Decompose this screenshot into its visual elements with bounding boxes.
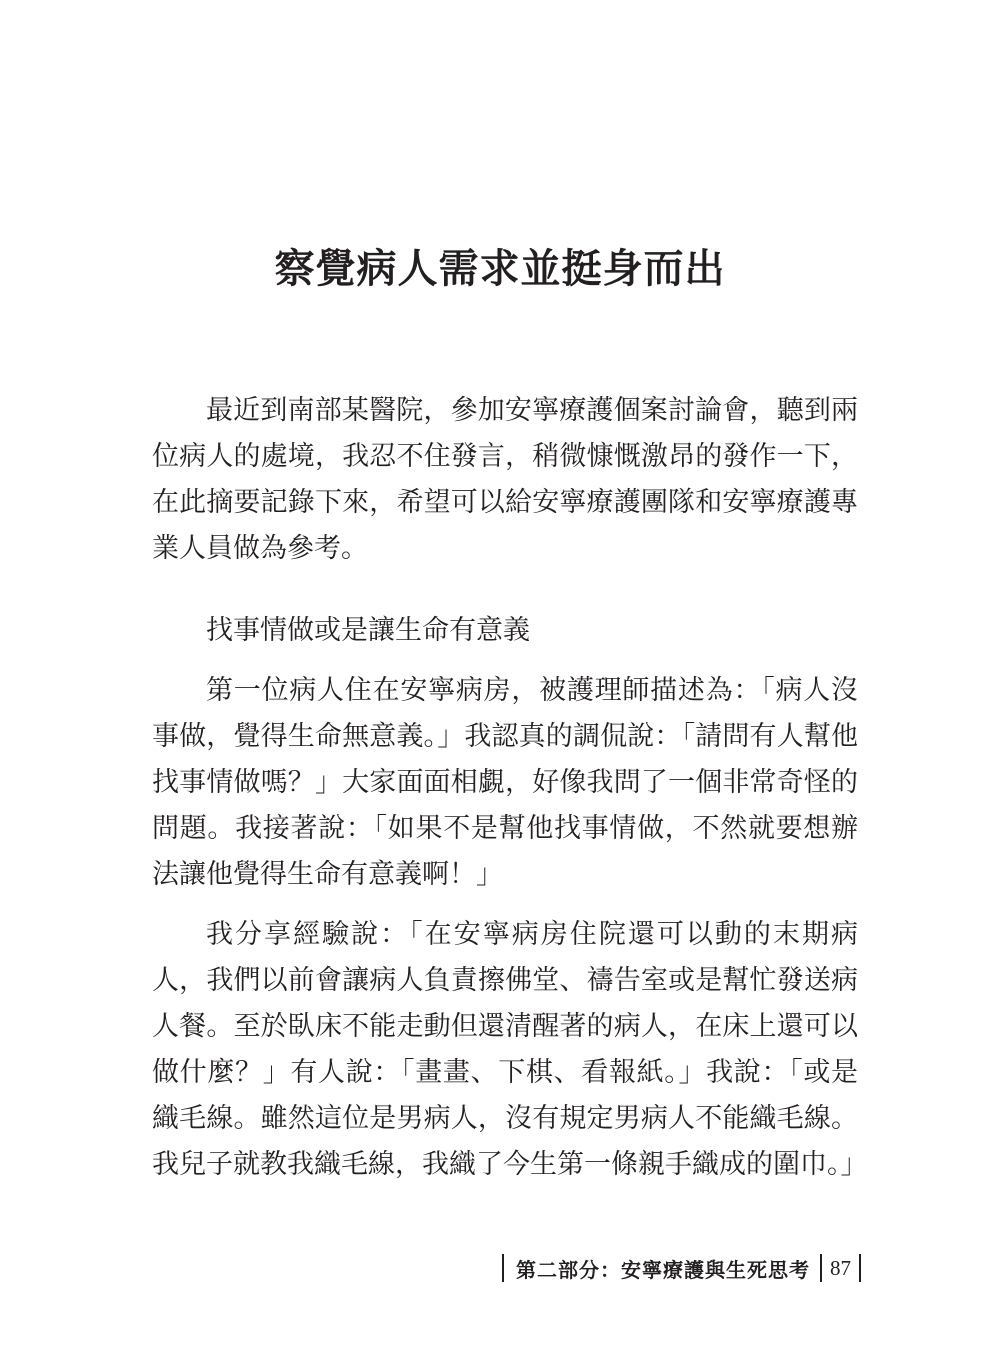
paragraph-intro: 最近到南部某醫院，參加安寧療護個案討論會，聽到兩位病人的處境，我忍不住發言，稍微慷慨激昂的發作一下，在此摘要記錄下來，希望可以給安寧療護團隊和安寧療護專業人員做為參考。	[152, 395, 858, 564]
page-number: 87	[830, 1255, 851, 1280]
page-footer	[502, 1252, 861, 1284]
section-heading: 找事情做或是讓生命有意義	[206, 615, 530, 646]
footer-section-name: 第二部分：安寧療護與生死思考	[516, 1257, 810, 1282]
page-title: 察覺病人需求並挺身而出	[274, 244, 726, 292]
footer-divider-right	[859, 1254, 861, 1282]
body-text	[152, 388, 868, 1188]
paragraph-experience: 我分享經驗說：「在安寧病房住院還可以動的末期病人，我們以前會讓病人負責擦佛堂、禱告室或是幫忙發送病人餐。至於臥床不能走動但還清醒著的病人，在床上還可以做什麼？」有人說：「畫畫、下棋、看報紙。」我說：「或是織毛線。雖然這位是男病人，沒有規定男病人不能織毛線。我兒子就教我織毛線，我織了今生第一條親手織成的圍巾。」	[152, 919, 868, 1180]
paragraph-first-patient: 第一位病人住在安寧病房，被護理師描述為：「病人沒事做，覺得生命無意義。」我認真的調侃說：「請問有人幫他找事情做嗎？」大家面面相覷，好像我問了一個非常奇怪的問題。我接著說：「如果不是幫他找事情做，不然就要想辦法讓他覺得生命有意義啊！」	[152, 675, 858, 890]
